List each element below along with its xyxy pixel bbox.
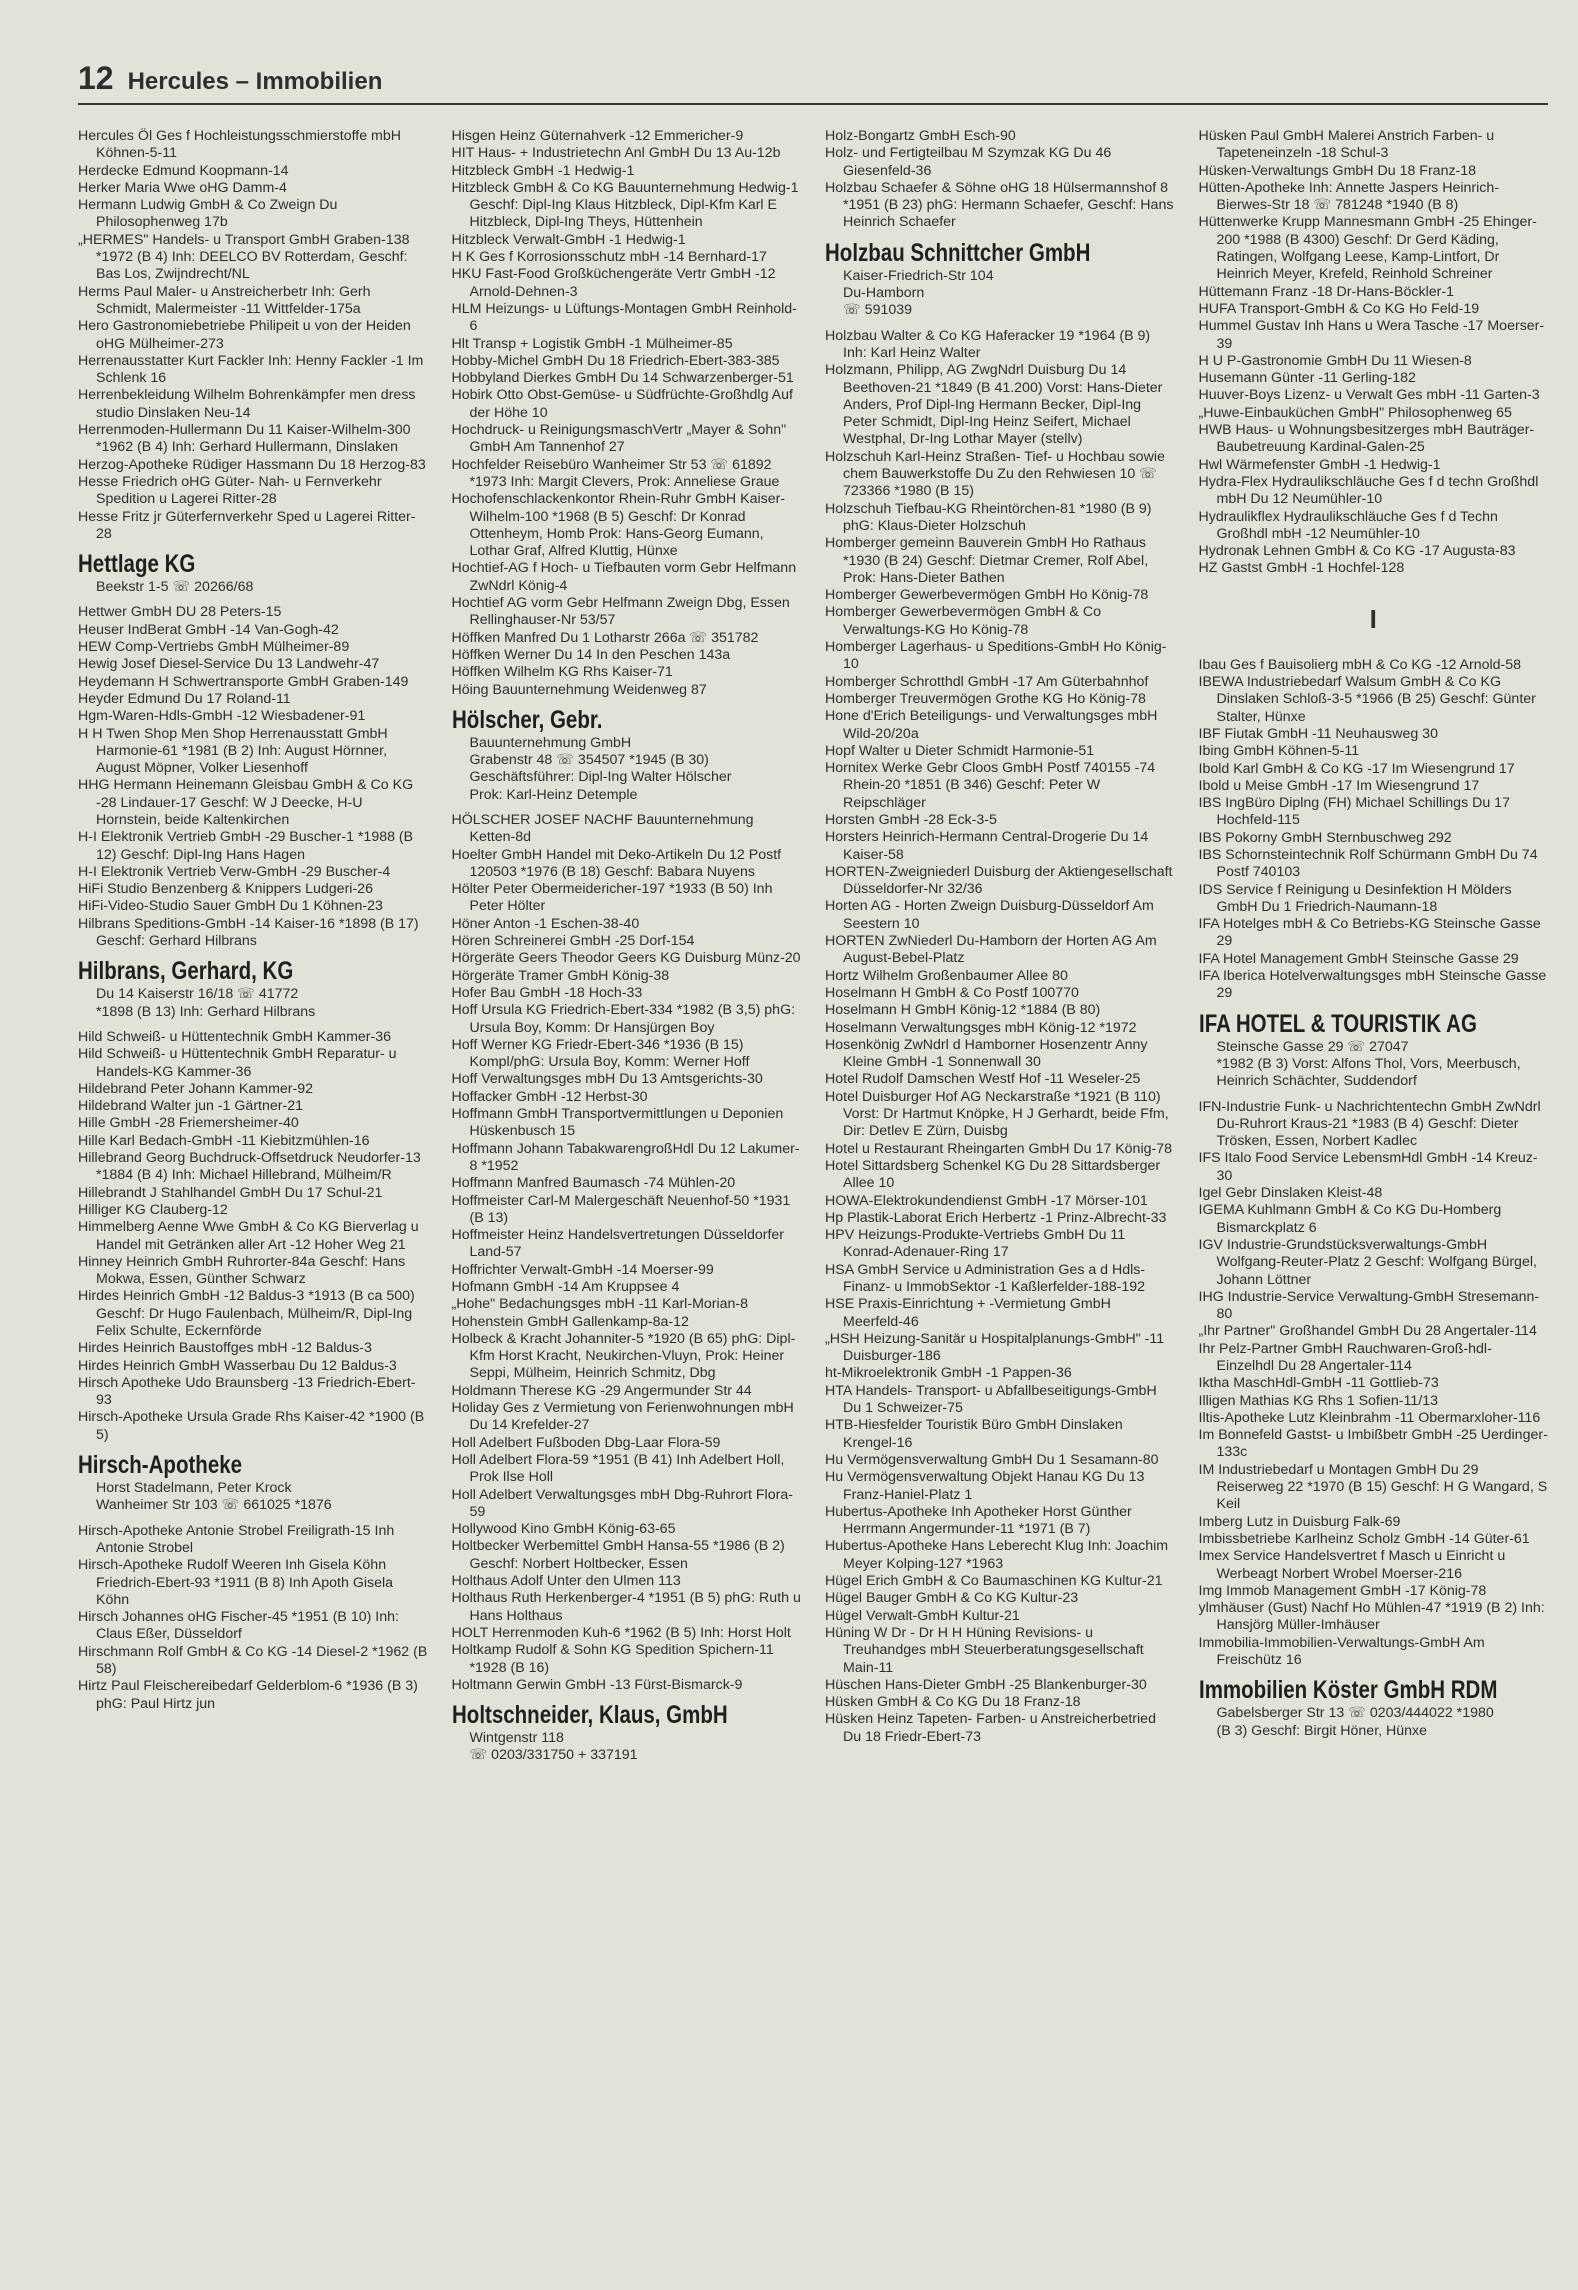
directory-entry: Hoselmann H GmbH & Co Postf 100770: [825, 984, 1079, 1001]
directory-entry: Hoff Verwaltungsges mbH Du 13 Amtsgerichts-30: [451, 1071, 763, 1088]
directory-entry: Höffken Werner Du 14 In den Peschen 143a: [451, 646, 731, 663]
listing-heading: Immobilien Köster GmbH RDM: [1198, 1676, 1497, 1705]
directory-entry: Huuver-Boys Lizenz- u Verwalt Ges mbH -11 Garten-3: [1198, 387, 1540, 404]
directory-entry: Hoffmeister Heinz Handelsvertretungen Düsseldorfer Land-57: [451, 1227, 785, 1261]
listing-heading: Hölscher, Gebr.: [451, 705, 602, 734]
directory-entry: Hochtief AG vorm Gebr Helfmann Zweign Dbg, Essen Rellinghauser-Nr 53/57: [451, 595, 790, 629]
directory-entry: Holthaus Adolf Unter den Ulmen 113: [451, 1573, 681, 1590]
listing-details: Horst Stadelmann, Peter Krock Wanheimer Str 103 ☏ 661025 *1876: [96, 1480, 332, 1514]
directory-entry: HPV Heizungs-Produkte-Vertriebs GmbH Du 11 Konrad-Adenauer-Ring 17: [825, 1227, 1126, 1261]
directory-entry: Hügel Bauger GmbH & Co KG Kultur-23: [825, 1590, 1079, 1607]
directory-entry: Homberger Gewerbevermögen GmbH Ho König-78: [825, 587, 1149, 604]
directory-entry: Igel Gebr Dinslaken Kleist-48: [1198, 1185, 1383, 1202]
directory-entry: HTA Handels- Transport- u Abfallbeseitigungs-GmbH Du 1 Schweizer-75: [825, 1382, 1157, 1417]
directory-entry: Hisgen Heinz Güternahverk -12 Emmericher-9: [451, 128, 744, 144]
directory-entry: H-I Elektronik Vertrieb GmbH -29 Buscher-1 *1988 (B 12) Geschf: Dipl-Ing Hans Hagen: [78, 829, 414, 863]
directory-entry: Hirsch-Apotheke Antonie Strobel Freiligrath-15 Inh Antonie Strobel: [78, 1522, 395, 1556]
directory-entry: Hüsken-Verwaltungs GmbH Du 18 Franz-18: [1198, 162, 1477, 179]
directory-entry: Hören Schreinerei GmbH -25 Dorf-154: [451, 933, 695, 950]
directory-entry: Hirsch-Apotheke Ursula Grade Rhs Kaiser-42 *1900 (B 5): [78, 1409, 425, 1443]
directory-entry: Herdecke Edmund Koopmann-14: [78, 162, 289, 179]
directory-entry: „Ihr Partner" Großhandel GmbH Du 28 Angertaler-114: [1198, 1323, 1537, 1340]
directory-entry: Ibing GmbH Köhnen-5-11: [1198, 743, 1360, 760]
directory-entry: Hitzbleck Verwalt-GmbH -1 Hedwig-1: [451, 231, 686, 248]
directory-entry: HSE Praxis-Einrichtung + -Vermietung GmbH Meerfeld-46: [825, 1296, 1111, 1330]
directory-entry: Hildebrand Walter jun -1 Gärtner-21: [78, 1098, 303, 1115]
directory-entry: Holzmann, Philipp, AG ZwgNdrl Duisburg Du 14 Beethoven-21 *1849 (B 41.200) Vorst: Hans-Dieter Anders, Prof Dipl-Ing Hermann Becker, Dipl-Ing Peter Schmidt, Dipl-Ing Heinz Seifert, Michael Westphal, Dr-Ing Lothar Mayer (stellv): [825, 362, 1163, 448]
directory-entry: Hotel u Restaurant Rheingarten GmbH Du 17 König-78: [825, 1140, 1172, 1157]
listing-details: Kaiser-Friedrich-Str 104 Du-Hamborn ☏ 591039: [843, 267, 994, 319]
directory-entry: HORTEN ZwNiederl Du-Hamborn der Horten AG Am August-Bebel-Platz: [825, 933, 1157, 967]
directory-entry: „Hohe" Bedachungsges mbH -11 Karl-Morian-8: [451, 1296, 749, 1313]
directory-entry: Hirdes Heinrich GmbH -12 Baldus-3 *1913 (B ca 500) Geschf: Dr Hugo Faulenbach, Mülheim/R, Dipl-Ing Felix Schulte, Eckernförde: [78, 1288, 415, 1339]
directory-entry: Hero Gastronomiebetriebe Philipeit u von der Heiden oHG Mülheimer-273: [78, 318, 411, 352]
directory-entry: Holzschuh Karl-Heinz Straßen- Tief- u Hochbau sowie chem Bauwerkstoffe Du Zu den Rehwiesen 10 ☏ 723366 *1980 (B 15): [825, 448, 1165, 500]
directory-entry: Hydra-Flex Hydraulikschläuche Ges f d techn Großhdl mbH Du 12 Neumühler-10: [1198, 473, 1539, 508]
directory-entry: IFA Iberica Hotelverwaltungsges mbH Steinsche Gasse 29: [1198, 968, 1547, 1002]
column-2: [452, 128, 802, 1773]
column-3: [825, 128, 1175, 1773]
directory-entry: H H Twen Shop Men Shop Herrenausstatt GmbH Harmonie-61 *1981 (B 2) Inh: August Hörnner, August Möpner, Volker Liesenhoff: [78, 725, 388, 777]
directory-entry: Hildebrand Peter Johann Kammer-92: [78, 1080, 314, 1097]
directory-entry: Herrenmoden-Hullermann Du 11 Kaiser-Wilhelm-300 *1962 (B 4) Inh: Gerhard Hullermann, Dinslaken: [78, 422, 411, 456]
directory-entry: Homberger gemeinn Bauverein GmbH Ho Rathaus *1930 (B 24) Geschf: Dietmar Cremer, Rolf Abel, Prok: Hans-Dieter Bathen: [825, 535, 1149, 586]
directory-entry: Ihr Pelz-Partner GmbH Rauchwaren-Groß-hdl-Einzelhdl Du 28 Angertaler-114: [1198, 1340, 1492, 1374]
directory-entry: Hüttemann Franz -18 Dr-Hans-Böckler-1: [1198, 283, 1454, 300]
entry-list: [825, 128, 1175, 232]
directory-entry: Hirdes Heinrich Baustoffges mbH -12 Baldus-3: [78, 1340, 372, 1357]
directory-entry: Hoffacker GmbH -12 Herbst-30: [451, 1088, 648, 1105]
directory-entry: Holl Adelbert Fußboden Dbg-Laar Flora-59: [451, 1434, 721, 1451]
directory-entry: Hewig Josef Diesel-Service Du 13 Landwehr-47: [78, 656, 380, 673]
entry-list: [452, 812, 802, 1694]
directory-entry: HKU Fast-Food Großküchengeräte Vertr GmbH -12 Arnold-Dehnen-3: [451, 266, 776, 300]
directory-entry: Holl Adelbert Flora-59 *1951 (B 41) Inh Adelbert Holl, Prok Ilse Holl: [451, 1451, 785, 1486]
directory-entry: Imbissbetriebe Karlheinz Scholz GmbH -14 Güter-61: [1198, 1530, 1530, 1547]
directory-entry: Hügel Verwalt-GmbH Kultur-21: [825, 1607, 1020, 1624]
directory-entry: Holbeck & Kracht Johanniter-5 *1920 (B 65) phG: Dipl-Kfm Horst Kracht, Neukirchen-Vluyn, Prok: Heiner Seppi, Mülheim, Heinrich Schmitz, Dbg: [451, 1330, 796, 1382]
directory-entry: „HERMES" Handels- u Transport GmbH Graben-138 *1972 (B 4) Inh: DEELCO BV Rotterdam, Geschf: Bas Los, Zwijndrecht/NL: [78, 231, 410, 283]
directory-entry: Hoffrichter Verwalt-GmbH -14 Moerser-99: [451, 1261, 714, 1278]
directory-entry: HOWA-Elektrokundendienst GmbH -17 Mörser-101: [825, 1192, 1148, 1209]
directory-entry: Hirtz Paul Fleischereibedarf Gelderblom-6 *1936 (B 3) phG: Paul Hirtz jun: [78, 1678, 418, 1712]
directory-entry: HiFi-Video-Studio Sauer GmbH Du 1 Köhnen-23: [78, 898, 383, 915]
listing-heading: Hilbrans, Gerhard, KG: [78, 957, 294, 986]
directory-entry: Hille Karl Bedach-GmbH -11 Kiebitzmühlen-16: [78, 1132, 370, 1149]
entry-list: [78, 1523, 428, 1713]
directory-entry: Iltis-Apotheke Lutz Kleinbrahm -11 Obermarxloher-116: [1198, 1409, 1541, 1426]
directory-entry: Holzbau Walter & Co KG Haferacker 19 *1964 (B 9) Inh: Karl Heinz Walter: [825, 327, 1151, 361]
page-number: 12: [78, 60, 114, 96]
listing-details: Bauunternehmung GmbH Grabenstr 48 ☏ 354507 *1945 (B 30) Geschäftsführer: Dipl-Ing Walter Hölscher Prok: Karl-Heinz Detemple: [469, 734, 732, 803]
directory-entry: Hydronak Lehnen GmbH & Co KG -17 Augusta-83: [1198, 543, 1516, 560]
section-letter: I: [1369, 603, 1377, 634]
directory-entry: Imex Service Handelsvertret f Masch u Einricht u Werbeagt Norbert Wrobel Moerser-216: [1198, 1548, 1506, 1582]
directory-entry: HIT Haus- + Industrietechn Anl GmbH Du 13 Au-12b: [451, 145, 781, 162]
directory-entry: Horsten GmbH -28 Eck-3-5: [825, 811, 997, 828]
directory-entry: HSA GmbH Service u Administration Ges a d Hdls- Finanz- u ImmobSektor -1 Kaßlerfelder-188-192: [825, 1261, 1146, 1295]
directory-entry: Homberger Schrotthdl GmbH -17 Am Güterbahnhof: [825, 673, 1149, 690]
directory-entry: Hild Schweiß- u Hüttentechnik GmbH Kammer-36: [78, 1028, 392, 1045]
directory-entry: Hopf Walter u Dieter Schmidt Harmonie-51: [825, 742, 1095, 759]
directory-entry: Hotel Rudolf Damschen Westf Hof -11 Weseler-25: [825, 1071, 1141, 1088]
directory-entry: H K Ges f Korrosionsschutz mbH -14 Bernhard-17: [451, 249, 767, 266]
directory-entry: Höffken Manfred Du 1 Lotharstr 266a ☏ 351782: [451, 629, 759, 646]
directory-entry: Holthaus Ruth Herkenberger-4 *1951 (B 5) phG: Ruth u Hans Holthaus: [451, 1590, 801, 1624]
directory-entry: ylmhäuser (Gust) Nachf Ho Mühlen-47 *1919 (B 2) Inh: Hansjörg Müller-Imhäuser: [1198, 1600, 1545, 1634]
directory-entry: Hoffmann GmbH Transportvermittlungen u Deponien Hüskenbusch 15: [451, 1106, 784, 1140]
directory-entry: HUFA Transport-GmbH & Co KG Ho Feld-19: [1198, 300, 1480, 317]
entry-list: [825, 328, 1175, 1746]
directory-entry: Hochdruck- u ReinigungsmaschVertr „Mayer & Sohn" GmbH Am Tannenhof 27: [451, 422, 787, 456]
directory-entry: Hillebrandt J Stahlhandel GmbH Du 17 Schul-21: [78, 1184, 383, 1201]
directory-entry: Hotel Duisburger Hof AG Neckarstraße *1921 (B 110) Vorst: Dr Hartmut Knöpke, H J Gerhardt, beide Ffm, Dir: Detlev E Zürn, Duisbg: [825, 1088, 1169, 1140]
directory-entry: Hoselmann H GmbH König-12 *1884 (B 80): [825, 1002, 1101, 1019]
directory-entry: HÖLSCHER JOSEF NACHF Bauunternehmung Ketten-8d: [451, 811, 754, 846]
directory-entry: Hubertus-Apotheke Inh Apotheker Horst Günther Herrmann Angermunder-11 *1971 (B 7): [825, 1503, 1132, 1538]
directory-entry: Hornitex Werke Gebr Cloos GmbH Postf 740155 -74 Rhein-20 *1851 (B 346) Geschf: Peter W Reipschläger: [825, 760, 1156, 811]
directory-entry: Hummel Gustav Inh Hans u Wera Tasche -17 Moerser-39: [1198, 318, 1545, 352]
directory-entry: Hirsch-Apotheke Rudolf Weeren Inh Gisela Köhn Friedrich-Ebert-93 *1911 (B 8) Inh Apoth Gisela Köhn: [78, 1557, 394, 1608]
directory-entry: Hollywood Kino GmbH König-63-65: [451, 1521, 676, 1538]
directory-entry: Homberger Treuvermögen Grothe KG Ho König-78: [825, 690, 1146, 707]
directory-entry: Ibau Ges f Bauisolierg mbH & Co KG -12 Arnold-58: [1198, 656, 1522, 673]
directory-entry: Hüschen Hans-Dieter GmbH -25 Blankenburger-30: [825, 1676, 1147, 1693]
directory-entry: Ibold u Meise GmbH -17 Im Wiesengrund 17: [1198, 777, 1480, 794]
running-title: Hercules – Immobilien: [127, 68, 383, 95]
entry-list: [78, 604, 428, 950]
directory-entry: Hirschmann Rolf GmbH & Co KG -14 Diesel-2 *1962 (B 58): [78, 1643, 428, 1678]
directory-entry: Illigen Mathias KG Rhs 1 Sofien-11/13: [1198, 1392, 1438, 1409]
directory-entry: „HSH Heizung-Sanitär u Hospitalplanungs-GmbH" -11 Duisburger-186: [825, 1330, 1165, 1365]
directory-entry: Hohenstein GmbH Gallenkamp-8a-12: [451, 1313, 689, 1330]
directory-entry: Hesse Friedrich oHG Güter- Nah- u Fernverkehr Spedition u Lagerei Ritter-28: [78, 473, 382, 508]
directory-entry: Hu Vermögensverwaltung Objekt Hanau KG Du 13 Franz-Haniel-Platz 1: [825, 1469, 1145, 1503]
directory-entry: Herzog-Apotheke Rüdiger Hassmann Du 18 Herzog-83: [78, 456, 426, 473]
directory-entry: IFN-Industrie Funk- u Nachrichtentechn GmbH ZwNdrl Du-Ruhrort Kraus-21 *1983 (B 4) Geschf: Dieter Trösken, Essen, Norbert Kadlec: [1198, 1098, 1541, 1150]
directory-entry: Iktha MaschHdl-GmbH -11 Gottlieb-73: [1198, 1375, 1439, 1392]
directory-entry: Hwl Wärmefenster GmbH -1 Hedwig-1: [1198, 456, 1441, 473]
directory-entry: Im Bonnefeld Gastst- u Imbißbetr GmbH -25 Uerdinger-133c: [1198, 1427, 1548, 1461]
directory-entry: Hirdes Heinrich GmbH Wasserbau Du 12 Baldus-3: [78, 1357, 397, 1374]
directory-entry: Hitzbleck GmbH & Co KG Bauunternehmung Hedwig-1 Geschf: Dipl-Ing Klaus Hitzbleck, Dipl-Kfm Karl E Hitzbleck, Dipl-Ing Theys, Hüttenhein: [451, 179, 799, 231]
directory-entry: Herms Paul Maler- u Anstreicherbetr Inh: Gerh Schmidt, Malermeister -11 Wittfelder-175a: [78, 283, 371, 317]
directory-entry: Hille GmbH -28 Friemersheimer-40: [78, 1115, 299, 1132]
directory-entry: IFA Hotel Management GmbH Steinsche Gasse 29: [1198, 950, 1519, 967]
directory-entry: Herrenbekleidung Wilhelm Bohrenkämpfer men dress studio Dinslaken Neu-14: [78, 387, 416, 421]
directory-entry: H-I Elektronik Vertrieb Verw-GmbH -29 Buscher-4: [78, 863, 391, 880]
directory-entry: Hettwer GmbH DU 28 Peters-15: [78, 604, 282, 621]
directory-entry: Ibold Karl GmbH & Co KG -17 Im Wiesengrund 17: [1198, 760, 1515, 777]
directory-entry: Hoff Ursula KG Friedrich-Ebert-334 *1982 (B 3,5) phG: Ursula Boy, Komm: Dr Hansjürgen Boy: [451, 1002, 796, 1036]
directory-entry: Hoff Werner KG Friedr-Ebert-346 *1936 (B 15) Kompl/phG: Ursula Boy, Komm: Werner Hoff: [451, 1036, 750, 1071]
directory-entry: Hörgeräte Tramer GmbH König-38: [451, 967, 670, 984]
directory-entry: HEW Comp-Vertriebs GmbH Mülheimer-89: [78, 639, 350, 656]
directory-entry: HHG Hermann Heinemann Gleisbau GmbH & Co KG -28 Lindauer-17 Geschf: W J Deecke, H-U Hornstein, beide Kaltenkirchen: [78, 777, 414, 828]
directory-entry: Hp Plastik-Laborat Erich Herbertz -1 Prinz-Albrecht-33: [825, 1209, 1167, 1226]
directory-entry: Homberger Lagerhaus- u Speditions-GmbH Ho König-10: [825, 639, 1167, 673]
directory-entry: Hüsken GmbH & Co KG Du 18 Franz-18: [825, 1694, 1081, 1711]
entry-list: [452, 128, 802, 699]
directory-entry: Hu Vermögensverwaltung GmbH Du 1 Sesamann-80: [825, 1451, 1159, 1468]
directory-entry: Herrenausstatter Kurt Fackler Inh: Henny Fackler -1 Im Schlenk 16: [78, 352, 424, 387]
directory-entry: Hüsken Paul GmbH Malerei Anstrich Farben- u Tapeteneinzeln -18 Schul-3: [1198, 128, 1495, 162]
page-header: [78, 60, 1548, 105]
columns: [78, 128, 1548, 1773]
directory-entry: Holtkamp Rudolf & Sohn KG Spedition Spichern-11 *1928 (B 16): [451, 1642, 774, 1676]
entry-list: [78, 128, 428, 543]
directory-entry: Hoffmann Manfred Baumasch -74 Mühlen-20: [451, 1175, 736, 1192]
directory-entry: Husemann Günter -11 Gerling-182: [1198, 370, 1416, 387]
directory-entry: Hubertus-Apotheke Hans Leberecht Klug Inh: Joachim Meyer Kolping-127 *1963: [825, 1538, 1169, 1572]
directory-entry: Imberg Lutz in Duisburg Falk-69: [1198, 1513, 1401, 1530]
directory-entry: Hobbyland Dierkes GmbH Du 14 Schwarzenberger-51: [451, 370, 794, 387]
listing-heading: Holtschneider, Klaus, GmbH: [451, 1701, 728, 1730]
listing-details: Wintgenstr 118 ☏ 0203/331750 + 337191: [469, 1730, 638, 1764]
column-1: [78, 128, 428, 1773]
directory-entry: Holl Adelbert Verwaltungsges mbH Dbg-Ruhrort Flora-59: [451, 1486, 793, 1520]
directory-entry: ht-Mikroelektronik GmbH -1 Pappen-36: [825, 1365, 1072, 1382]
directory-entry: Hobby-Michel GmbH Du 18 Friedrich-Ebert-383-385: [451, 352, 780, 369]
directory-entry: Holz-Bongartz GmbH Esch-90: [825, 128, 1016, 144]
directory-entry: HZ Gastst GmbH -1 Hochfel-128: [1198, 560, 1405, 577]
directory-entry: IFS Italo Food Service LebensmHdl GmbH -14 Kreuz-30: [1198, 1150, 1538, 1184]
directory-entry: HORTEN-Zweigniederl Duisburg der Aktiengesellschaft Düsseldorfer-Nr 32/36: [825, 863, 1173, 898]
directory-entry: Hügel Erich GmbH & Co Baumaschinen KG Kultur-21: [825, 1573, 1163, 1590]
directory-entry: Hörgeräte Geers Theodor Geers KG Duisburg Münz-20: [451, 950, 801, 967]
directory-entry: Höner Anton -1 Eschen-38-40: [451, 915, 640, 932]
directory-entry: „Huwe-Einbauküchen GmbH" Philosophenweg 65: [1198, 404, 1512, 421]
directory-entry: Heydemann H Schwertransporte GmbH Graben-149: [78, 673, 409, 690]
directory-entry: HOLT Herrenmoden Kuh-6 *1962 (B 5) Inh: Horst Holt: [451, 1624, 791, 1641]
listing-details: Du 14 Kaiserstr 16/18 ☏ 41772 *1898 (B 13) Inh: Gerhard Hilbrans: [96, 986, 316, 1020]
directory-entry: Hlt Transp + Logistik GmbH -1 Mülheimer-85: [451, 335, 733, 352]
directory-entry: Hilbrans Speditions-GmbH -14 Kaiser-16 *1898 (B 17) Geschf: Gerhard Hilbrans: [78, 915, 419, 950]
directory-entry: Horten AG - Horten Zweign Duisburg-Düsseldorf Am Seestern 10: [825, 898, 1154, 932]
listing-heading: IFA HOTEL & TOURISTIK AG: [1198, 1009, 1477, 1038]
directory-entry: Höffken Wilhelm KG Rhs Kaiser-71: [451, 664, 673, 681]
directory-entry: Hofer Bau GmbH -18 Hoch-33: [451, 984, 643, 1001]
directory-entry: Heyder Edmund Du 17 Roland-11: [78, 690, 291, 707]
directory-entry: Holzbau Schaefer & Söhne oHG 18 Hülsermannshof 8 *1951 (B 23) phG: Hermann Schaefer, Geschf: Hans Heinrich Schaefer: [825, 179, 1174, 231]
directory-entry: Hütten-Apotheke Inh: Annette Jaspers Heinrich-Bierwes-Str 18 ☏ 781248 *1940 (B 8): [1198, 179, 1499, 214]
entry-list: [1199, 1099, 1549, 1670]
entry-list: [1199, 657, 1549, 1003]
directory-entry: Höing Bauunternehmung Weidenweg 87: [451, 681, 707, 698]
directory-entry: Herker Maria Wwe oHG Damm-4: [78, 179, 287, 196]
directory-entry: IM Industriebedarf u Montagen GmbH Du 29 Reiserweg 22 *1970 (B 15) Geschf: H G Wangard, S Keil: [1198, 1461, 1548, 1513]
directory-entry: Hydraulikflex Hydraulikschläuche Ges f d Techn Großhdl mbH -12 Neumühler-10: [1198, 508, 1498, 542]
directory-entry: Hoffmeister Carl-M Malergeschäft Neuenhof-50 *1931 (B 13): [451, 1192, 791, 1226]
entry-list: [1199, 128, 1549, 578]
listing-details: Beekstr 1-5 ☏ 20266/68: [96, 579, 254, 596]
directory-entry: Hoelter GmbH Handel mit Deko-Artikeln Du 12 Postf 120503 *1976 (B 18) Geschf: Babara Nuyens: [451, 846, 782, 880]
directory-entry: Holiday Ges z Vermietung von Ferienwohnungen mbH Du 14 Krefelder-27: [451, 1400, 794, 1434]
directory-entry: Horsters Heinrich-Hermann Central-Drogerie Du 14 Kaiser-58: [825, 829, 1149, 863]
directory-entry: IBS Pokorny GmbH Sternbuschweg 292: [1198, 829, 1452, 846]
directory-entry: Hgm-Waren-Hdls-GmbH -12 Wiesbadener-91: [78, 708, 366, 725]
directory-entry: Img Immob Management GmbH -17 König-78: [1198, 1582, 1487, 1599]
directory-entry: Holtbecker Werbemittel GmbH Hansa-55 *1986 (B 2) Geschf: Norbert Holtbecker, Essen: [451, 1538, 785, 1572]
column-4: [1199, 128, 1549, 1773]
directory-entry: Holz- und Fertigteilbau M Szymzak KG Du 46 Giesenfeld-36: [825, 145, 1112, 179]
directory-entry: Homberger Gewerbevermögen GmbH & Co Verwaltungs-KG Ho König-78: [825, 604, 1101, 638]
directory-entry: Hochfelder Reisebüro Wanheimer Str 53 ☏ 61892 *1973 Inh: Margit Clevers, Prok: Anneliese Graue: [451, 456, 780, 490]
listing-details: Gabelsberger Str 13 ☏ 0203/444022 *1980 (B 3) Geschf: Birgit Höner, Hünxe: [1216, 1705, 1494, 1739]
directory-entry: Hotel Sittardsberg Schenkel KG Du 28 Sittardsberger Allee 10: [825, 1157, 1161, 1192]
directory-entry: Hochofenschlackenkontor Rhein-Ruhr GmbH Kaiser-Wilhelm-100 *1968 (B 5) Geschf: Dr Konrad Ottenheym, Homb Prok: Hans-Georg Eumann, Lothar Graf, Alfred Kluttig, Hünxe: [451, 491, 786, 560]
directory-entry: Hillebrand Georg Buchdruck-Offsetdruck Neudorfer-13 *1884 (B 4) Inh: Michael Hillebrand, Mülheim/R: [78, 1150, 421, 1184]
directory-entry: IFA Hotelges mbH & Co Betriebs-KG Steinsche Gasse 29: [1198, 916, 1541, 950]
directory-entry: IBS IngBüro Diplng (FH) Michael Schillings Du 17 Hochfeld-115: [1198, 795, 1510, 829]
directory-entry: Holdmann Therese KG -29 Angermunder Str 44: [451, 1382, 752, 1399]
directory-entry: Holtmann Gerwin GmbH -13 Fürst-Bismarck-9: [451, 1676, 743, 1693]
entry-list: [78, 1029, 428, 1444]
directory-entry: IGV Industrie-Grundstücksverwaltungs-GmbH Wolfgang-Reuter-Platz 2 Geschf: Wolfgang Bürgel, Johann Löttner: [1198, 1236, 1537, 1288]
directory-entry: Hüttenwerke Krupp Mannesmann GmbH -25 Ehinger-200 *1988 (B 4300) Geschf: Dr Gerd Käding, Ratingen, Wolfgang Leese, Kamp-Lintfort, Dr Heinrich Meyer, Krefeld, Reinhold Schreiner: [1198, 214, 1537, 283]
directory-entry: Hosenkönig ZwNdrl d Hamborner Hosenzentr Anny Kleine GmbH -1 Sonnenwall 30: [825, 1036, 1148, 1071]
directory-entry: IGEMA Kuhlmann GmbH & Co KG Du-Homberg Bismarckplatz 6: [1198, 1202, 1502, 1236]
directory-entry: Hercules Öl Ges f Hochleistungsschmierstoffe mbH Köhnen-5-11: [78, 128, 402, 162]
directory-entry: Hilliger KG Clauberg-12: [78, 1201, 228, 1218]
listing-heading: Hettlage KG: [78, 550, 196, 579]
directory-entry: Hoffmann Johann TabakwarengroßHdl Du 12 Lakumer-8 *1952: [451, 1140, 800, 1174]
listing-heading: Hirsch-Apotheke: [78, 1451, 243, 1480]
directory-entry: Hofmann GmbH -14 Am Kruppsee 4: [451, 1279, 680, 1295]
directory-entry: Hinney Heinrich GmbH Ruhrorter-84a Geschf: Hans Mokwa, Essen, Günther Schwarz: [78, 1253, 406, 1288]
directory-entry: HTB-Hiesfelder Touristik Büro GmbH Dinslaken Krengel-16: [825, 1417, 1123, 1451]
directory-entry: HLM Heizungs- u Lüftungs-Montagen GmbH Reinhold-6: [451, 300, 797, 335]
directory-entry: IDS Service f Reinigung u Desinfektion H Mölders GmbH Du 1 Friedrich-Naumann-18: [1198, 881, 1512, 915]
directory-entry: Hesse Fritz jr Güterfernverkehr Sped u Lagerei Ritter-28: [78, 508, 416, 542]
directory-entry: Immobilia-Immobilien-Verwaltungs-GmbH Am Freischütz 16: [1198, 1634, 1485, 1669]
directory-entry: Hortz Wilhelm Großenbaumer Allee 80: [825, 967, 1068, 984]
directory-entry: HiFi Studio Benzenberg & Knippers Ludgeri-26: [78, 881, 373, 898]
directory-entry: IBS Schornsteintechnik Rolf Schürmann GmbH Du 74 Postf 740103: [1198, 846, 1538, 881]
directory-entry: Holzschuh Tiefbau-KG Rheintörchen-81 *1980 (B 9) phG: Klaus-Dieter Holzschuh: [825, 500, 1152, 534]
directory-entry: Hone d'Erich Beteiligungs- und Verwaltungsges mbH Wild-20/20a: [825, 708, 1158, 742]
directory-entry: Hitzbleck GmbH -1 Hedwig-1: [451, 162, 635, 179]
directory-entry: Hüning W Dr - Dr H H Hüning Revisions- u Treuhandges mbH Steuerberatungsgesellschaft Main-11: [825, 1624, 1144, 1676]
directory-entry: HWB Haus- u Wohnungsbesitzerges mbH Bauträger-Baubetreuung Kardinal-Galen-25: [1198, 422, 1535, 456]
listing-heading: Holzbau Schnittcher GmbH: [825, 238, 1091, 267]
directory-entry: Hirsch Johannes oHG Fischer-45 *1951 (B 10) Inh: Claus Eßer, Düsseldorf: [78, 1609, 399, 1643]
directory-entry: Hochtief-AG f Hoch- u Tiefbauten vorm Gebr Helfmann ZwNdrl König-4: [451, 560, 797, 594]
directory-entry: Hoselmann Verwaltungsges mbH König-12 *1972: [825, 1019, 1137, 1036]
directory-entry: IHG Industrie-Service Verwaltung-GmbH Stresemann-80: [1198, 1288, 1540, 1323]
directory-entry: Himmelberg Aenne Wwe GmbH & Co KG Bierverlag u Handel mit Getränken aller Art -12 Hoher Weg 21: [78, 1219, 419, 1253]
directory-entry: Hild Schweiß- u Hüttentechnik GmbH Reparatur- u Handels-KG Kammer-36: [78, 1046, 397, 1080]
listing-details: Steinsche Gasse 29 ☏ 27047 *1982 (B 3) Vorst: Alfons Thol, Vors, Meerbusch, Heinrich Schächter, Suddendorf: [1216, 1038, 1521, 1090]
directory-entry: Hirsch Apotheke Udo Braunsberg -13 Friedrich-Ebert-93: [78, 1374, 416, 1409]
directory-entry: IBF Fiutak GmbH -11 Neuhausweg 30: [1198, 725, 1438, 742]
directory-entry: Hobirk Otto Obst-Gemüse- u Südfrüchte-Großhdlg Auf der Höhe 10: [451, 387, 793, 421]
directory-entry: Hüsken Heinz Tapeten- Farben- u Anstreicherbetried Du 18 Friedr-Ebert-73: [825, 1711, 1156, 1745]
directory-entry: Hölter Peter Obermeidericher-197 *1933 (B 50) Inh Peter Hölter: [451, 881, 773, 915]
directory-entry: Heuser IndBerat GmbH -14 Van-Gogh-42: [78, 621, 339, 638]
directory-entry: Hermann Ludwig GmbH & Co Zweign Du Philosophenweg 17b: [78, 197, 338, 231]
directory-entry: IBEWA Industriebedarf Walsum GmbH & Co KG Dinslaken Schloß-3-5 *1966 (B 25) Geschf: Günter Stalter, Hünxe: [1198, 674, 1536, 725]
directory-entry: H U P-Gastronomie GmbH Du 11 Wiesen-8: [1198, 352, 1472, 369]
